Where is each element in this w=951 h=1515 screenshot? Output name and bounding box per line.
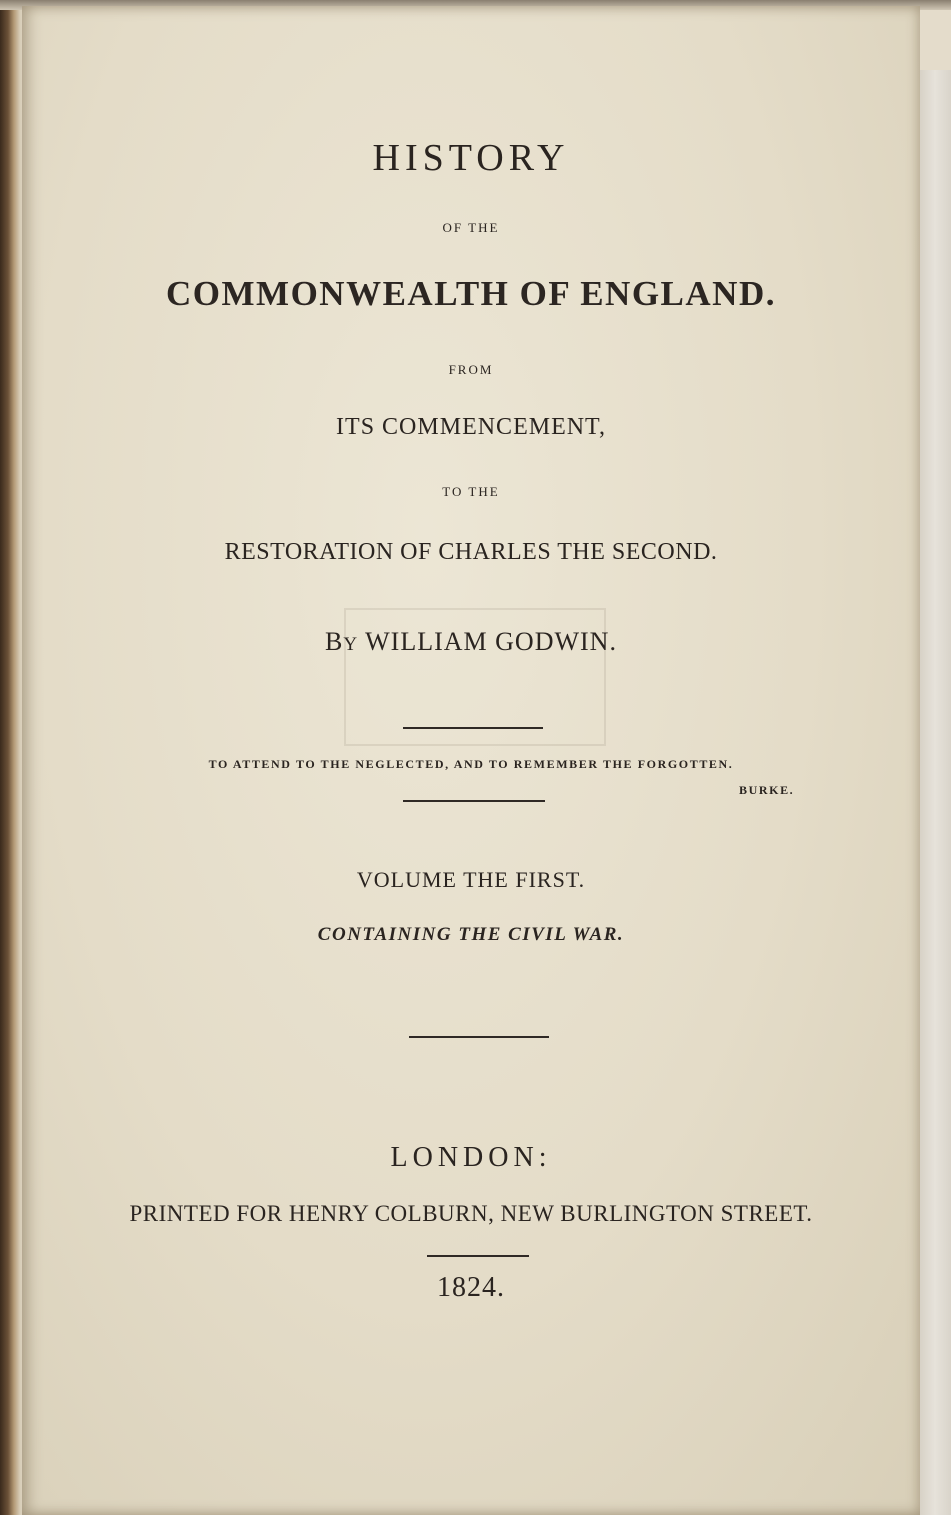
year-text: 1824. xyxy=(437,1272,505,1303)
restoration-text: RESTORATION OF CHARLES THE SECOND. xyxy=(224,539,718,565)
author-line xyxy=(22,627,920,657)
epigraph-source: BURKE. xyxy=(739,783,795,797)
author-name: WILLIAM GODWIN. xyxy=(365,627,617,656)
place-text: LONDON: xyxy=(390,1142,552,1173)
book-title: HISTORY xyxy=(372,137,570,179)
imprint-text: PRINTED FOR HENRY COLBURN, NEW BURLINGTON STREET. xyxy=(129,1201,813,1226)
divider-rule xyxy=(403,727,543,729)
epigraph: TO ATTEND TO THE NEGLECTED, AND TO REMEMBER THE FORGOTTEN. xyxy=(208,757,734,771)
to-the-text: TO THE xyxy=(442,484,500,499)
title-page xyxy=(22,6,920,1515)
by-rest: Y xyxy=(343,634,359,655)
divider-rule xyxy=(409,1036,549,1038)
divider-rule xyxy=(403,800,545,802)
contents-text: CONTAINING THE CIVIL WAR. xyxy=(317,924,625,945)
main-title: COMMONWEALTH OF ENGLAND. xyxy=(166,274,776,313)
divider-rule xyxy=(427,1255,529,1257)
commencement-text: ITS COMMENCEMENT, xyxy=(336,414,606,440)
volume-text: VOLUME THE FIRST. xyxy=(356,867,586,892)
of-the-text: OF THE xyxy=(442,220,500,235)
from-text: FROM xyxy=(448,362,494,377)
by-initial: B xyxy=(325,627,344,656)
